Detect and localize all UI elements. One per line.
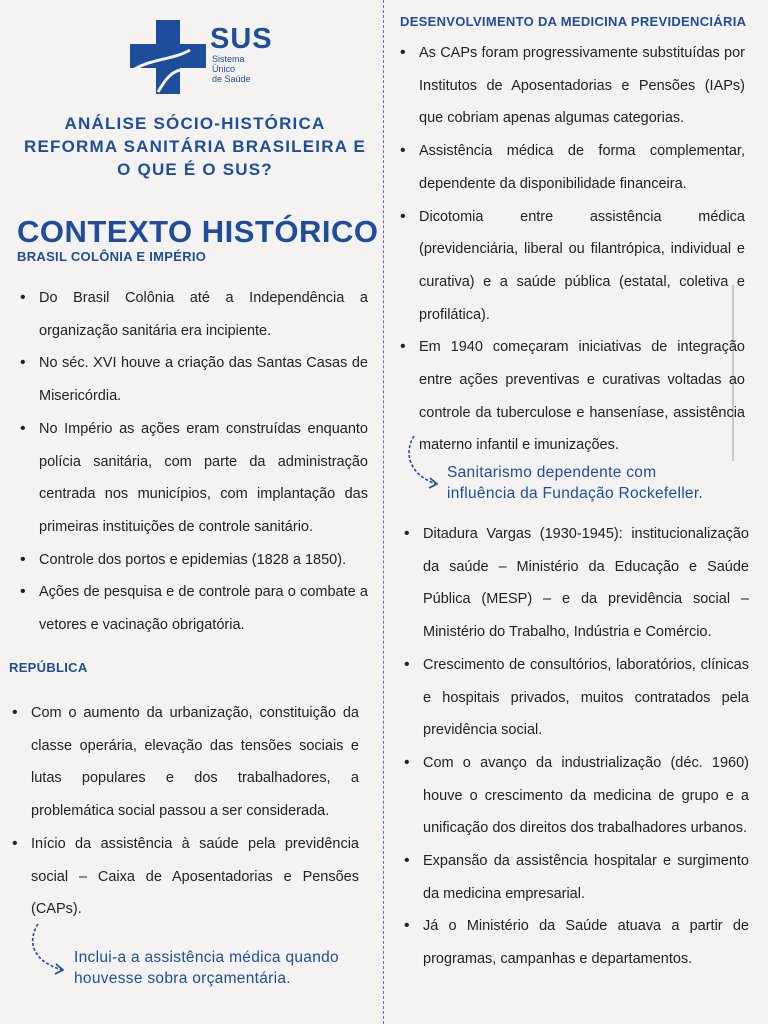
note-previdenciaria	[447, 462, 703, 504]
list-item: • Início da assistência à saúde pela previdência social – Caixa de Aposentadorias e Pensões (CAPs).	[9, 828, 359, 926]
logo-subtitle-3: de Saúde	[212, 74, 251, 84]
note-line: Sanitarismo dependente com	[447, 464, 657, 481]
curved-arrow-icon	[26, 922, 70, 978]
subtitle-previdenciaria: DESENVOLVIMENTO DA MEDICINA PREVIDENCIÁRIA	[400, 14, 747, 29]
logo-subtitle-1: Sistema	[212, 54, 245, 64]
note-line: Inclui-a a assistência médica quando	[74, 949, 339, 966]
list-item: • Com o aumento da urbanização, constituição da classe operária, elevação das tensões sociais e lutas populares e dos trabalhadores, a problemática social passou a ser considerada.	[9, 697, 359, 828]
main-title-line: O QUE É O SUS?	[117, 160, 273, 179]
note-republica	[74, 947, 339, 989]
list-item: • No séc. XVI houve a criação das Santas Casas de Misericórdia.	[17, 347, 368, 412]
contexto-list	[17, 282, 368, 642]
list-item: • Com o avanço da industrialização (déc. 1960) houve o crescimento da medicina de grupo e a unificação dos direitos dos trabalhadores urbanos.	[401, 747, 749, 845]
logo-name: SUS	[210, 23, 273, 55]
list-item: • As CAPs foram progressivamente substituídas por Institutos de Aposentadorias e Pensões (IAPs) que cobriam apenas algumas categorias.	[397, 37, 745, 135]
sus-logo	[128, 20, 273, 96]
list-item: • Do Brasil Colônia até a Independência a organização sanitária era incipiente.	[17, 282, 368, 347]
list-item: • Ações de pesquisa e de controle para o combate a vetores e vacinação obrigatória.	[17, 576, 368, 641]
list-item: • Ditadura Vargas (1930-1945): institucionalização da saúde – Ministério da Educação e Saúde Pública (MESP) – e da previdência social – Ministério do Trabalho, Indústria e Comércio.	[401, 518, 749, 649]
section-title-contexto: CONTEXTO HISTÓRICO	[17, 214, 379, 249]
list-item: • Expansão da assistência hospitalar e surgimento da medicina empresarial.	[401, 845, 749, 910]
subtitle-republica: REPÚBLICA	[9, 660, 88, 675]
list-item: • Em 1940 começaram iniciativas de integração entre ações preventivas e curativas voltadas ao controle da tuberculose e hanseníase, assistência materno infantil e imunizações.	[397, 331, 745, 462]
column-divider	[383, 0, 384, 1024]
cross-icon	[128, 20, 208, 96]
list-item: • Dicotomia entre assistência médica (previdenciária, liberal ou filantrópica, individual e curativa) e a saúde pública (estatal, coletiva e profilática).	[397, 201, 745, 332]
republica-list	[9, 697, 359, 926]
logo-subtitle-2: Único	[212, 64, 236, 74]
list-item: • Controle dos portos e epidemias (1828 a 1850).	[17, 544, 368, 577]
note-line: houvesse sobra orçamentária.	[74, 970, 291, 987]
note-line: influência da Fundação Rockefeller.	[447, 485, 704, 502]
curved-arrow-icon	[404, 434, 444, 490]
subtitle-colonia-imperio: BRASIL COLÔNIA E IMPÉRIO	[17, 249, 207, 264]
previdenciaria-list	[397, 37, 745, 462]
vargas-list	[401, 518, 749, 976]
main-title	[10, 112, 380, 181]
list-item: • Já o Ministério da Saúde atuava a partir de programas, campanhas e departamentos.	[401, 910, 749, 975]
main-title-line: REFORMA SANITÁRIA BRASILEIRA E	[24, 137, 366, 156]
list-item: • Crescimento de consultórios, laboratórios, clínicas e hospitais privados, muitos contratados pela previdência social.	[401, 649, 749, 747]
list-item: • No Império as ações eram construídas enquanto polícia sanitária, com parte da administração centrada nos municípios, com implantação das primeiras instituições de controle sanitário.	[17, 413, 368, 544]
list-item: • Assistência médica de forma complementar, dependente da disponibilidade financeira.	[397, 135, 745, 200]
main-title-line: ANÁLISE SÓCIO-HISTÓRICA	[64, 114, 326, 133]
